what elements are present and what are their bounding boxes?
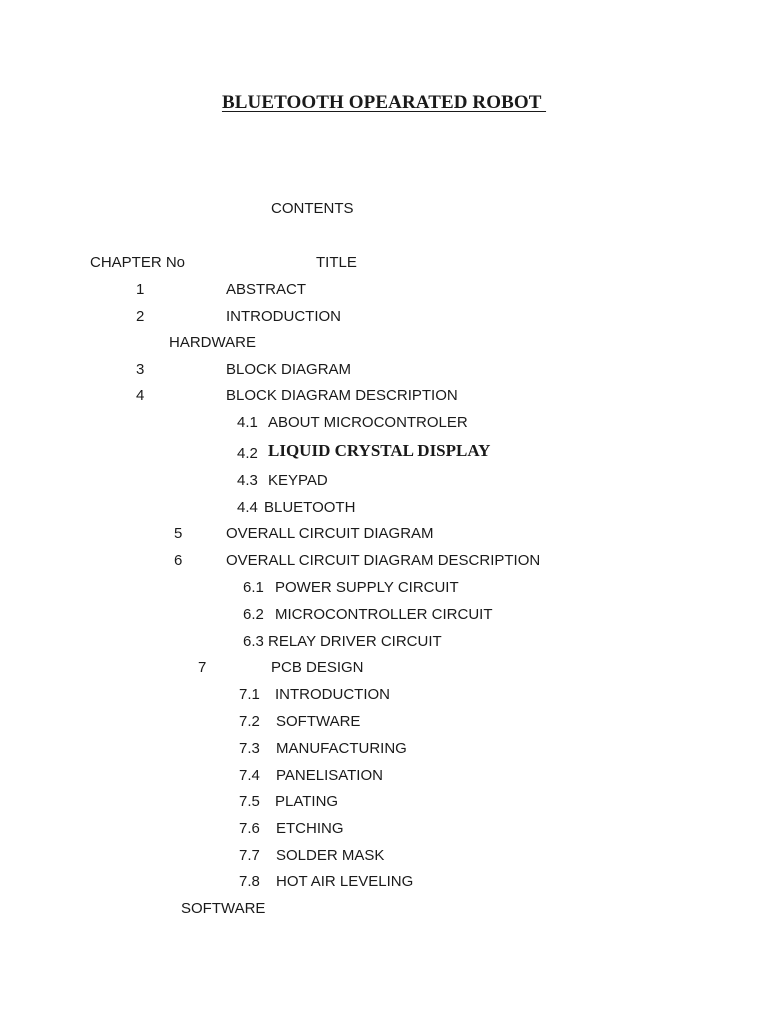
column-header-title: TITLE — [316, 254, 357, 271]
toc-subentry-title: BLUETOOTH — [264, 499, 356, 516]
toc-entry-title: OVERALL CIRCUIT DIAGRAM DESCRIPTION — [226, 552, 541, 569]
toc-entry-title: PCB DESIGN — [271, 659, 364, 676]
toc-subentry-title: MICROCONTROLLER CIRCUIT — [275, 606, 493, 623]
toc-subentry-number: 7.3 — [239, 740, 260, 757]
toc-subentry-title: RELAY DRIVER CIRCUIT — [268, 633, 442, 650]
toc-subentry-number: 7.2 — [239, 713, 260, 730]
toc-subentry-number: 7.1 — [239, 686, 260, 703]
toc-subentry-number: 6.3 — [243, 633, 264, 650]
toc-subentry-number: 6.2 — [243, 606, 264, 623]
toc-subentry-title: ABOUT MICROCONTROLER — [268, 414, 468, 431]
toc-subentry-title: KEYPAD — [268, 472, 328, 489]
toc-section-hardware: HARDWARE — [169, 334, 256, 351]
toc-subentry-number: 6.1 — [243, 579, 264, 596]
document-title-text: BLUETOOTH OPEARATED ROBOT — [221, 92, 547, 113]
toc-subentry-title: PLATING — [275, 793, 339, 810]
contents-heading: CONTENTS — [271, 200, 354, 217]
toc-entry-number: 1 — [136, 281, 145, 298]
toc-entry-title: ABSTRACT — [226, 281, 307, 298]
toc-subentry-number: 7.5 — [239, 793, 260, 810]
toc-entry-number: 4 — [136, 387, 145, 404]
toc-entry-number: 5 — [174, 525, 183, 542]
toc-subentry-number: 7.6 — [239, 820, 260, 837]
toc-entry-title: INTRODUCTION — [226, 308, 341, 325]
toc-subentry-number: 4.3 — [237, 472, 258, 489]
toc-subentry-title: LIQUID CRYSTAL DISPLAY — [268, 441, 491, 460]
toc-entry-number: 2 — [136, 308, 145, 325]
toc-subentry-title: INTRODUCTION — [275, 686, 390, 703]
toc-subentry-title: ETCHING — [276, 820, 344, 837]
toc-subentry-title: POWER SUPPLY CIRCUIT — [275, 579, 459, 596]
toc-entry-number: 3 — [136, 361, 145, 378]
toc-subentry-number: 4.2 — [237, 445, 258, 462]
column-header-chapter-no: CHAPTER No — [90, 254, 186, 271]
toc-subentry-number: 4.4 — [237, 499, 258, 516]
document-title — [0, 92, 768, 114]
toc-subentry-title: SOLDER MASK — [276, 847, 385, 864]
toc-entry-title: BLOCK DIAGRAM DESCRIPTION — [226, 387, 458, 404]
toc-subentry-number: 4.1 — [237, 414, 258, 431]
toc-subentry-number: 7.8 — [239, 873, 260, 890]
toc-subentry-title: MANUFACTURING — [276, 740, 407, 757]
toc-subentry-title: PANELISATION — [276, 767, 383, 784]
toc-section-software: SOFTWARE — [181, 900, 266, 917]
toc-entry-title: BLOCK DIAGRAM — [226, 361, 352, 378]
toc-subentry-title: SOFTWARE — [276, 713, 361, 730]
toc-subentry-number: 7.4 — [239, 767, 260, 784]
toc-entry-number: 6 — [174, 552, 183, 569]
toc-entry-title: OVERALL CIRCUIT DIAGRAM — [226, 525, 434, 542]
toc-subentry-number: 7.7 — [239, 847, 260, 864]
toc-entry-number: 7 — [198, 659, 207, 676]
toc-subentry-title: HOT AIR LEVELING — [276, 873, 414, 890]
